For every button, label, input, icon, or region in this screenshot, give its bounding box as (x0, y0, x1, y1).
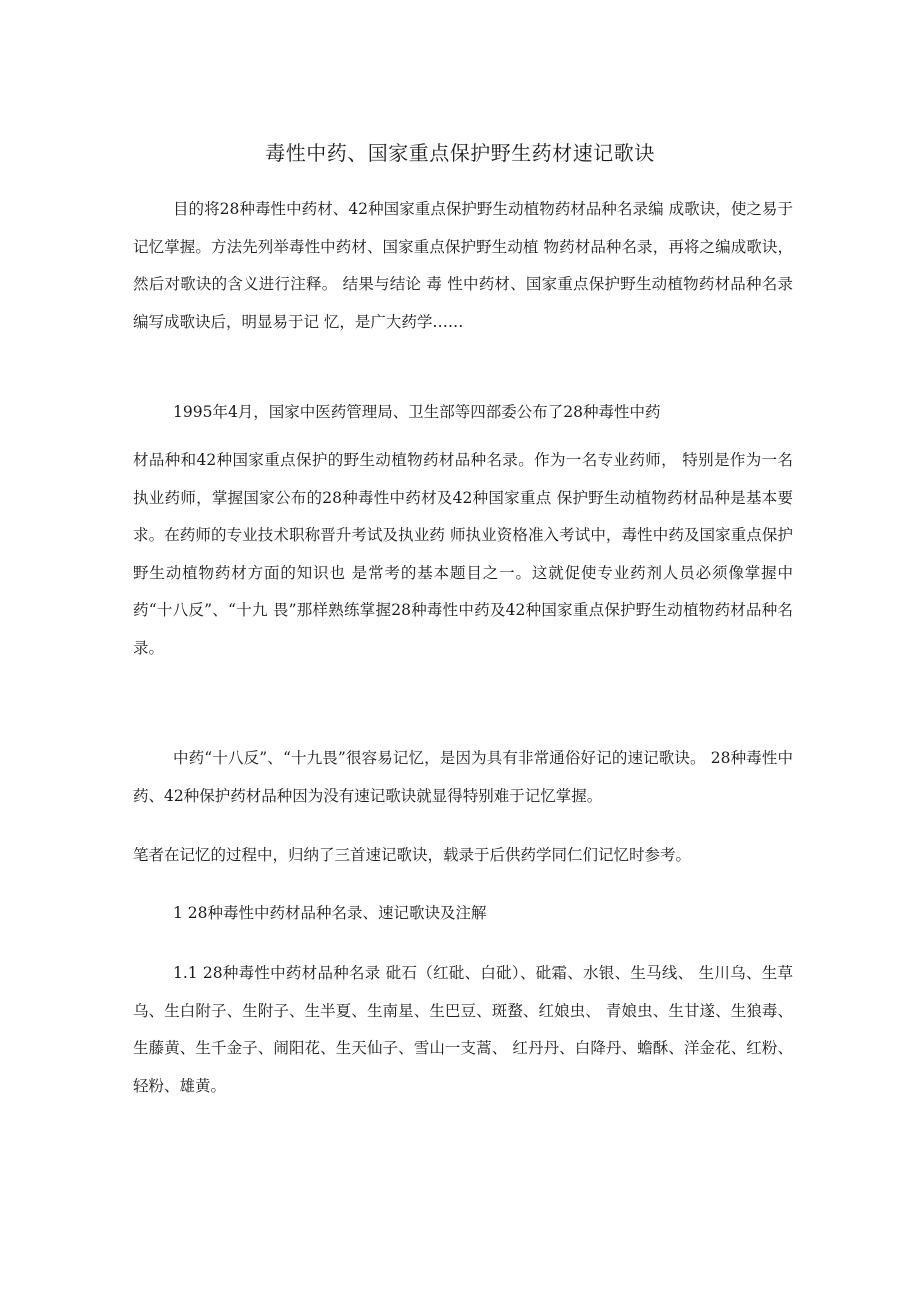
toxic-herb-list-paragraph: 1.1 28种毒性中药材品种名录 砒石（红砒、白砒）、砒霜、水银、生马线、 生川乌、生草乌、生白附子、生附子、生半夏、生南星、生巴豆、斑蝥、红娘虫、 青娘虫、生甘遂、生狼毒、生藤黄、生千金子、闹阳花、生天仙子、雪山一支蒿、 红丹丹、白降丹、蟾酥、洋金花、红粉、轻粉、雄黄。 (133, 964, 793, 1095)
intro-paragraph: 材品种和42种国家重点保护的野生动植物药材品种名录。作为一名专业药师， 特别是作为一名执业药师，掌握国家公布的28种毒性中药材及42种国家重点 保护野生动植物药材品种是基本要求。在药师的专业技术职称晋升考试及执业药 师执业资格准入考试中，毒性中药及国家重点保护野生动植物药材方面的知识也 是常考的基本题目之一。这就促使专业药剂人员必须像掌握中药“十八反”、“十九 畏”那样熟练掌握28种毒性中药及42种国家重点保护野生动植物药材品种名录。 (133, 451, 793, 657)
document-title: 毒性中药、国家重点保护野生药材速记歌诀 (265, 141, 655, 165)
section-heading: 1 28种毒性中药材品种名录、速记歌诀及注解 (173, 904, 487, 922)
intro-first-line: 1995年4月，国家中医药管理局、卫生部等四部委公布了28种毒性中药 (173, 403, 661, 421)
mnemonic-paragraph: 中药“十八反”、“十九畏”很容易记忆，是因为具有非常通俗好记的速记歌诀。 28种毒性中药、42种保护药材品种因为没有速记歌诀就显得特别难于记忆掌握。 (133, 749, 793, 805)
author-note: 笔者在记忆的过程中，归纳了三首速记歌诀，载录于后供药学同仁们记忆时参考。 (133, 846, 692, 864)
abstract-paragraph: 目的将28种毒性中药材、42种国家重点保护野生动植物药材品种名录编 成歌诀，使之易于记忆掌握。方法先列举毒性中药材、国家重点保护野生动植 物药材品种名录，再将之编成歌诀，然后对歌诀的含义进行注释。 结果与结论 毒 性中药材、国家重点保护野生动植物药材品种名录编写成歌诀后，明显易于记 忆，是广大药学…… (133, 200, 793, 331)
